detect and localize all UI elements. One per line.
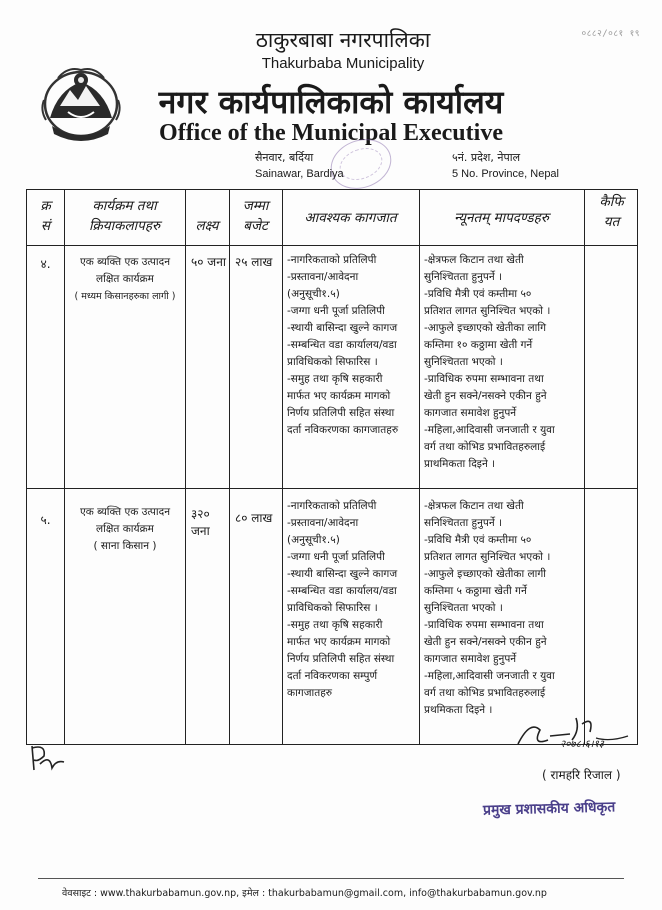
serial-number: ०८८२/०८१ १९ xyxy=(581,29,640,39)
address-english: Sainawar, Bardiya xyxy=(255,168,344,180)
document-line: -समुह तथा कृषि सहकारी xyxy=(287,373,383,385)
row2-target: ३२० जना xyxy=(191,507,210,538)
header-budget: जम्मा बजेट xyxy=(242,198,269,234)
header-remarks: कैफि यत xyxy=(599,194,624,230)
row2-budget: ८० लाख xyxy=(235,511,273,525)
criteria-line: -क्षेत्रफल किटान तथा खेती xyxy=(424,500,524,512)
column-divider xyxy=(419,190,420,744)
document-line: प्राविधिकको सिफारिस । xyxy=(287,356,378,368)
row1-documents-list xyxy=(287,252,419,439)
signer-title-stamp: प्रमुख प्रशासकीय अधिकृत xyxy=(482,799,616,819)
document-line: दर्ता नविकरणका सम्पुर्ण xyxy=(287,670,378,682)
document-line: -समुह तथा कृषि सहकारी xyxy=(287,619,383,631)
document-line: दर्ता नविकरणका कागजातहरु xyxy=(287,424,399,436)
column-divider xyxy=(282,190,283,744)
document-line: -जग्गा धनी पूर्जा प्रतिलिपी xyxy=(287,551,385,563)
criteria-line: -प्रविधि मैत्री एवं कम्तीमा ५० xyxy=(424,288,532,300)
row1-target: ५० जना xyxy=(191,255,226,269)
header-divider xyxy=(27,245,637,246)
column-divider xyxy=(584,190,585,744)
row1-budget: २५ लाख xyxy=(235,255,273,269)
row2-program-note: ( साना किसान ) xyxy=(93,540,157,552)
criteria-line: सुनिश्चितता हुनुपर्ने । xyxy=(424,271,503,283)
document-line: -स्थायी बासिन्दा खुल्ने कागज xyxy=(287,568,398,580)
document-line: -प्रस्तावना/आवेदना xyxy=(287,271,359,283)
criteria-line: -प्राविधिक रुपमा सम्भावना तथा xyxy=(424,619,544,631)
document-line: मार्फत भए कार्यक्रम मागको xyxy=(287,636,391,648)
criteria-line: प्रथमिकता दिइने । xyxy=(424,704,493,716)
criteria-line: कम्तिमा १० कठ्ठामा खेती गर्ने xyxy=(424,339,533,351)
row2-documents-list xyxy=(287,498,419,702)
header-criteria: न्यूनतम् मापदण्डहरु xyxy=(454,210,549,226)
row1-program: एक ब्यक्ति एक उत्पादन लक्षित कार्यक्रम ( मध्यम किसानहरुका लागी ) xyxy=(69,254,181,305)
document-line: -सम्बन्धित वडा कार्यालय/वडा xyxy=(287,585,397,597)
criteria-line: प्रतिशत लागत सुनिश्चित भएको । xyxy=(424,551,551,563)
office-name-english: Office of the Municipal Executive xyxy=(159,120,503,146)
criteria-line: वर्ग तथा कोभिड प्रभावितहरुलाई xyxy=(424,441,546,453)
handwritten-signature xyxy=(510,710,640,758)
criteria-line: -आफुले इच्छाएको खेतीका लागि xyxy=(424,322,546,334)
column-divider xyxy=(185,190,186,744)
footer-contact: वेवसाइट : www.thakurbabamun.gov.np, इमेल : thakurbabamun@gmail.com, info@thakurbabamun.gov.np xyxy=(62,888,547,899)
row1-program-note: ( मध्यम किसानहरुका लागी ) xyxy=(74,291,176,302)
document-line: (अनुसूची१.५) xyxy=(287,288,340,300)
criteria-line: -प्राविधिक रुपमा सम्भावना तथा xyxy=(424,373,544,385)
criteria-line: कम्तिमा ५ कठ्ठामा खेती गर्ने xyxy=(424,585,527,597)
criteria-line: प्रतिशत लागत सुनिश्चित भएको । xyxy=(424,305,551,317)
document-line: प्राविधिकको सिफारिस । xyxy=(287,602,378,614)
criteria-line: सनिश्चितता हुनुपर्ने । xyxy=(424,517,503,529)
address-block xyxy=(255,150,344,182)
address-nepali: सैनवार, बर्दिया xyxy=(255,151,314,164)
document-line: (अनुसूची१.५) xyxy=(287,534,340,546)
criteria-line: खेती हुन सक्ने/नसक्ने एकीन हुने xyxy=(424,636,547,648)
province-block xyxy=(452,150,559,182)
document-line: -नागरिकताको प्रतिलिपी xyxy=(287,500,377,512)
header-serial: क्र सं xyxy=(40,198,51,234)
document-line: -प्रस्तावना/आवेदना xyxy=(287,517,359,529)
document-line: निर्णय प्रतिलिपी सहित संस्था xyxy=(287,407,395,419)
province-nepali: ५नं. प्रदेश, नेपाल xyxy=(452,151,521,164)
row1-criteria-list xyxy=(424,252,584,473)
criteria-line: -प्रविधि मैत्री एवं कम्तीमा ५० xyxy=(424,534,532,546)
handwritten-initial-signature xyxy=(28,740,68,776)
header-program: कार्यक्रम तथा क्रियाकलापहरु xyxy=(88,198,161,234)
document-line: कागजातहरु xyxy=(287,687,333,699)
document-line: मार्फत भए कार्यक्रम मागको xyxy=(287,390,391,402)
criteria-line: खेती हुन सक्ने/नसक्ने एकीन हुने xyxy=(424,390,547,402)
row1-serial: ४. xyxy=(40,257,51,271)
footer-divider xyxy=(38,878,624,879)
document-line: -सम्बन्धित वडा कार्यालय/वडा xyxy=(287,339,397,351)
document-line: -स्थायी बासिन्दा खुल्ने कागज xyxy=(287,322,398,334)
document-line: -जग्गा धनी पूर्जा प्रतिलिपी xyxy=(287,305,385,317)
document-line: निर्णय प्रतिलिपी सहित संस्था xyxy=(287,653,395,665)
row2-program: एक ब्यक्ति एक उत्पादन लक्षित कार्यक्रम ( साना किसान ) xyxy=(69,504,181,555)
document-line: -नागरिकताको प्रतिलिपी xyxy=(287,254,377,266)
criteria-line: वर्ग तथा कोभिड प्रभावितहरुलाई xyxy=(424,687,546,699)
criteria-line: सुनिश्चितता भएको । xyxy=(424,356,503,368)
header-documents: आवश्यक कागजात xyxy=(304,210,397,226)
criteria-line: सुनिश्चितता भएको । xyxy=(424,602,503,614)
municipality-name-english: Thakurbaba Municipality xyxy=(261,55,425,72)
criteria-line: कागजात समावेश हुनुपर्ने xyxy=(424,653,517,665)
column-divider xyxy=(229,190,230,744)
criteria-line: प्राथमिकता दिइने । xyxy=(424,458,496,470)
office-name-nepali: नगर कार्यपालिकाको कार्यालय xyxy=(158,83,504,121)
signer-name: ( रामहरि रिजाल ) xyxy=(542,768,621,782)
criteria-line: कागजात समावेश हुनुपर्ने xyxy=(424,407,517,419)
row-divider xyxy=(27,488,637,489)
municipality-name-nepali: ठाकुरबाबा नगरपालिका xyxy=(255,28,431,52)
criteria-line: -क्षेत्रफल किटान तथा खेती xyxy=(424,254,524,266)
column-divider xyxy=(64,190,65,744)
criteria-line: -आफुले इच्छाएको खेतीका लागी xyxy=(424,568,546,580)
province-english: 5 No. Province, Nepal xyxy=(452,168,559,180)
program-table xyxy=(26,189,638,745)
row2-serial: ५. xyxy=(40,513,51,527)
criteria-line: -महिला,आदिवासी जनजाती र युवा xyxy=(424,670,555,682)
row2-criteria-list xyxy=(424,498,584,719)
header-target: लक्ष्य xyxy=(195,218,219,234)
signature-date: २०७८।६।१३ xyxy=(560,739,604,750)
criteria-line: -महिला,आदिवासी जनजाती र युवा xyxy=(424,424,555,436)
